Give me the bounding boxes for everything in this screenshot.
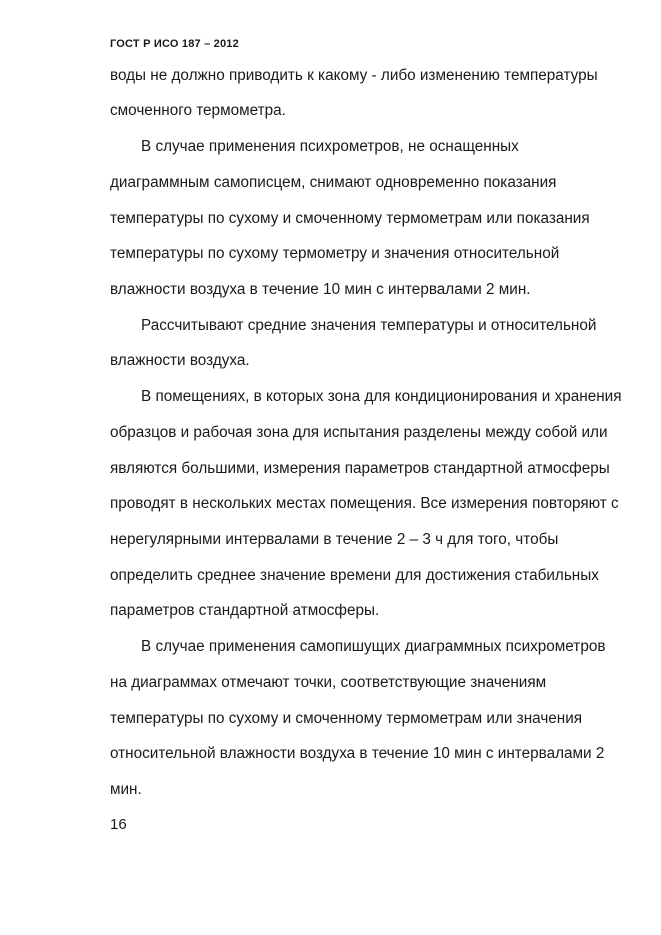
- text-line-1: воды не должно приводить к какому - либо изменению температуры: [110, 67, 598, 84]
- text-line-12: являются большими, измерения параметров стандартной атмосферы: [110, 460, 610, 477]
- standard-header: ГОСТ Р ИСО 187 – 2012: [110, 38, 239, 50]
- text-line-11: образцов и рабочая зона для испытания разделены между собой или: [110, 424, 608, 441]
- text-line-6: температуры по сухому термометру и значения относительной: [110, 245, 560, 262]
- text-line-16: параметров стандартной атмосферы.: [110, 602, 380, 619]
- text-line-13: проводят в нескольких местах помещения. Все измерения повторяют с: [110, 495, 619, 512]
- page-number: 16: [110, 816, 127, 833]
- text-line-7: влажности воздуха в течение 10 мин с интервалами 2 мин.: [110, 281, 531, 298]
- text-line-14: нерегулярными интервалами в течение 2 – 3 ч для того, чтобы: [110, 531, 559, 548]
- text-line-17: В случае применения самопишущих диаграммных психрометров: [141, 638, 606, 655]
- text-line-20: относительной влажности воздуха в течение 10 мин с интервалами 2: [110, 745, 605, 762]
- text-line-10: В помещениях, в которых зона для кондиционирования и хранения: [141, 388, 622, 405]
- text-line-8: Рассчитывают средние значения температуры и относительной: [141, 317, 597, 334]
- text-line-18: на диаграммах отмечают точки, соответствующие значениям: [110, 674, 547, 691]
- text-line-5: температуры по сухому и смоченному термометрам или показания: [110, 210, 590, 227]
- text-line-9: влажности воздуха.: [110, 352, 250, 369]
- text-line-19: температуры по сухому и смоченному термометрам или значения: [110, 710, 583, 727]
- text-line-15: определить среднее значение времени для достижения стабильных: [110, 567, 599, 584]
- text-line-21: мин.: [110, 781, 142, 798]
- text-line-4: диаграммным самописцем, снимают одновременно показания: [110, 174, 557, 191]
- text-line-3: В случае применения психрометров, не оснащенных: [141, 138, 519, 155]
- text-line-2: смоченного термометра.: [110, 102, 286, 119]
